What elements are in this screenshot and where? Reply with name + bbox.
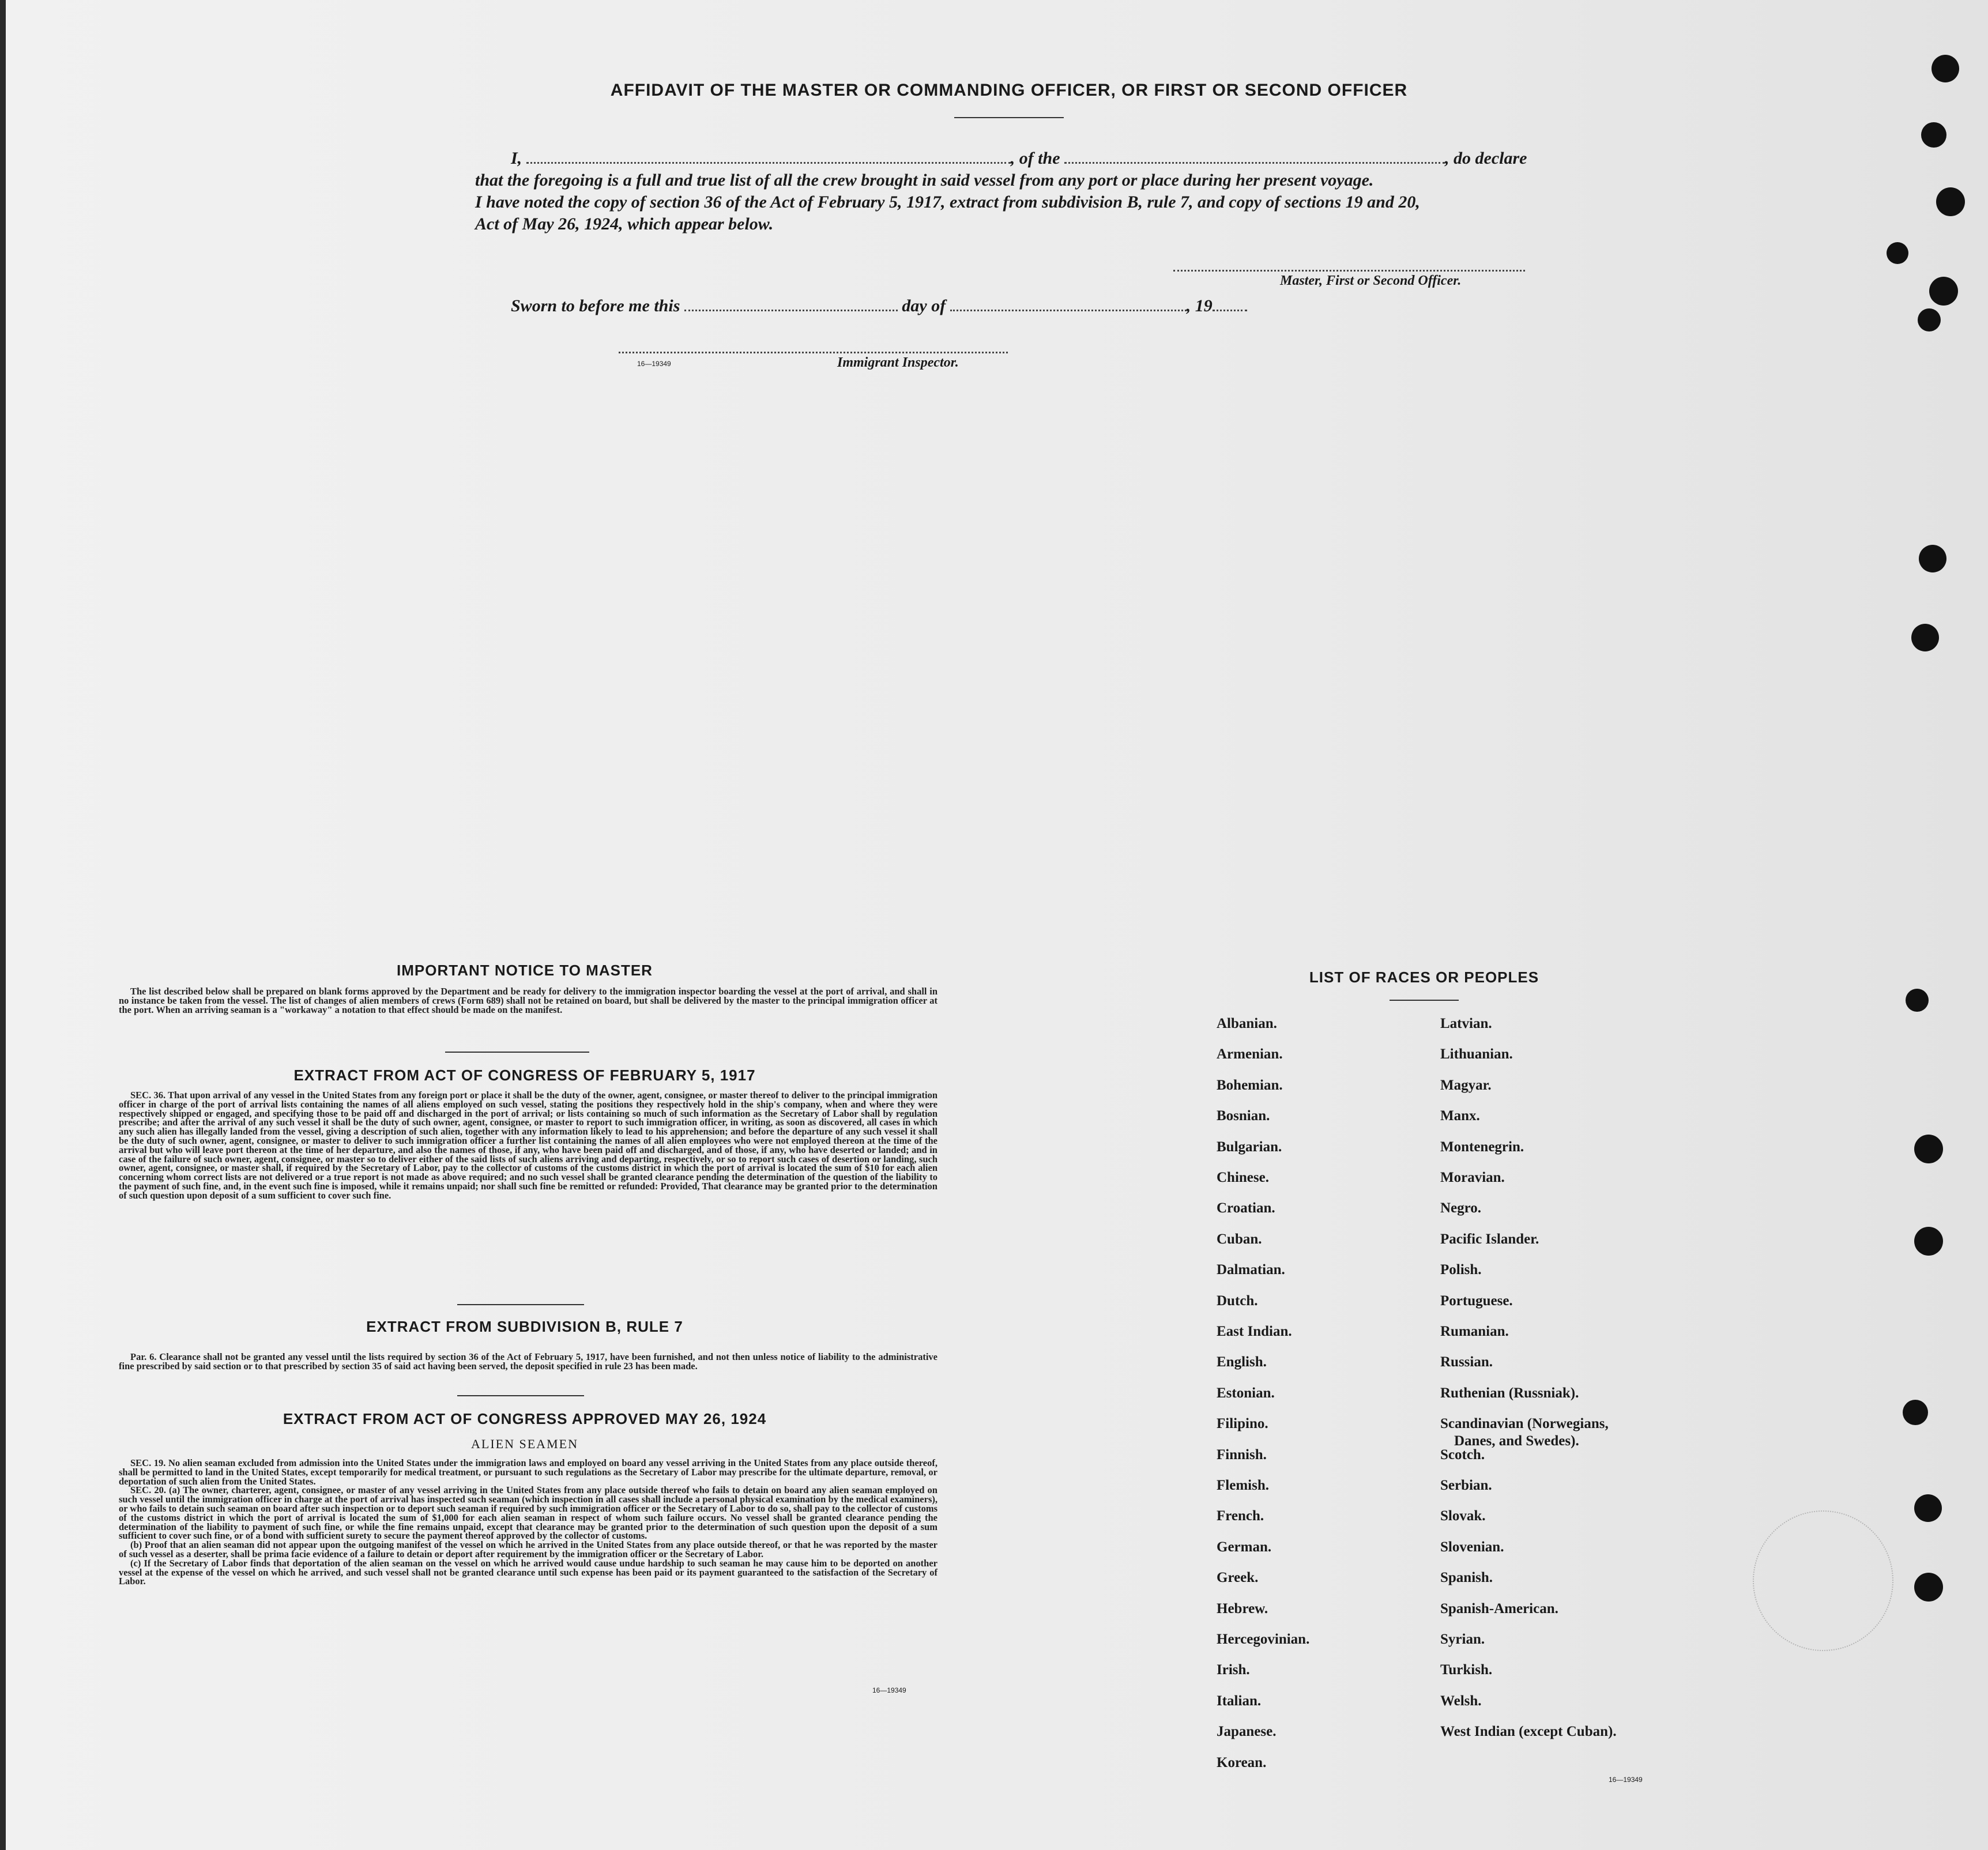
extract-1917-text	[119, 1091, 937, 1200]
faded-stamp	[1753, 1510, 1893, 1651]
extract-1917-rule	[457, 1304, 584, 1305]
vessel-field[interactable]	[1064, 149, 1445, 164]
race-right-item: Pacific Islander.	[1440, 1231, 1539, 1247]
affidavit-title: AFFIDAVIT OF THE MASTER OR COMMANDING OFFICER, OR FIRST OR SECOND OFFICER	[610, 81, 1408, 100]
binder-hole-10	[1914, 1135, 1943, 1163]
i-label: I,	[511, 149, 522, 168]
race-left-item: Bulgarian.	[1217, 1139, 1282, 1155]
binder-hole-1	[1931, 55, 1959, 82]
sec-20a-paragraph: SEC. 20. (a) The owner, charterer, agent, consignee, or master of any vessel arriving in the United States from any place outside thereof who fails to detain on board any alien seaman employed on such vessel until the immigration officer in charge at the port of arrival has inspected such seaman (which inspection in all cases shall include a personal physical examination by the medical examiners), or who fails to detain such seaman on board after such inspection or to deport such seaman if required by such immigration officer or the Secretary of Labor to do so, shall pay to the collector of customs of the customs district in which the port of arrival is located the sum of $1,000 for each alien seaman in respect of whom such failure occurs. No vessel shall be granted clearance pending the determination of the liability to payment of such fine, or while the fine remains unpaid, except that clearance may be granted prior to the determination of such question upon the deposit of a sum sufficient to cover such fine, or of a bond with sufficient surety to secure the payment thereof approved by the collector of customs.	[119, 1484, 937, 1542]
race-right-item: Serbian.	[1440, 1478, 1492, 1493]
binder-hole-13	[1914, 1494, 1942, 1522]
race-left-item: English.	[1217, 1354, 1267, 1370]
sworn-year-field[interactable]	[1213, 297, 1247, 311]
race-right-item: Slovak.	[1440, 1508, 1486, 1524]
race-left-item: Albanian.	[1217, 1016, 1277, 1031]
binder-hole-9	[1906, 989, 1929, 1012]
race-right-item: Moravian.	[1440, 1170, 1505, 1185]
race-right-item: Manx.	[1440, 1108, 1480, 1124]
race-left-item: Hercegovinian.	[1217, 1632, 1310, 1647]
race-left-item: Dalmatian.	[1217, 1262, 1285, 1278]
race-right-item: Danes, and Swedes).	[1454, 1433, 1579, 1449]
name-field[interactable]	[526, 149, 1011, 164]
declaration-line-1	[511, 149, 1527, 168]
race-right-item: Latvian.	[1440, 1016, 1492, 1031]
inspector-signature-field[interactable]	[619, 352, 1008, 353]
race-left-item: Chinese.	[1217, 1170, 1269, 1185]
race-right-item: Rumanian.	[1440, 1324, 1509, 1339]
extract-1924-text	[119, 1459, 937, 1586]
race-right-item: Portuguese.	[1440, 1293, 1513, 1309]
race-left-item: Japanese.	[1217, 1724, 1277, 1740]
declaration-line-3: I have noted the copy of section 36 of the Act of February 5, 1917, extract from subdivision B, rule 7, and copy of sections 19 and 20,	[475, 193, 1420, 212]
race-left-item: German.	[1217, 1539, 1272, 1555]
sworn-day-field[interactable]	[684, 297, 898, 311]
master-signature-label: Master, First or Second Officer.	[1280, 273, 1462, 288]
declaration-line-4: Act of May 26, 1924, which appear below.	[475, 214, 774, 233]
binder-hole-6	[1918, 308, 1941, 331]
do-declare-label: , do declare	[1445, 149, 1527, 168]
alien-seamen-subtitle: ALIEN SEAMEN	[471, 1437, 578, 1451]
binder-hole-14	[1914, 1573, 1943, 1602]
par-6-paragraph: Par. 6. Clearance shall not be granted any vessel until the lists required by section 36 of the Act of February 5, 1917, have been furnished, and not then unless notice of liability to the administrative fine prescribed by said section or to that prescribed by section 35 of said act having been served, the deposit specified in rule 23 has been made.	[119, 1351, 937, 1372]
race-right-item: Syrian.	[1440, 1632, 1485, 1647]
race-right-item: Polish.	[1440, 1262, 1482, 1278]
race-right-item: Slovenian.	[1440, 1539, 1504, 1555]
sworn-month-field[interactable]	[950, 297, 1187, 311]
race-right-item: Scandinavian (Norwegians,	[1440, 1416, 1609, 1432]
race-right-item: Ruthenian (Russniak).	[1440, 1385, 1579, 1401]
day-of-label: day of	[902, 296, 946, 315]
race-left-item: Flemish.	[1217, 1478, 1269, 1493]
notice-paragraph: The list described below shall be prepared on blank forms approved by the Department and be ready for delivery to the immigration inspector boarding the vessel at the port of arrival, and shall in no instance be taken from the vessel. The list of changes of alien members of crews (Form 689) shall not be retained on board, but shall be delivered by the master to the principal immigration officer at the port. When an arriving seaman is a "workaway" a notation to that effect should be made on the manifest.	[119, 986, 937, 1015]
races-title: LIST OF RACES OR PEOPLES	[1309, 969, 1539, 986]
race-right-item: Spanish-American.	[1440, 1600, 1558, 1617]
binder-hole-2	[1921, 122, 1946, 148]
extract-1917-title: EXTRACT FROM ACT OF CONGRESS OF FEBRUARY 5, 1917	[293, 1067, 756, 1084]
race-right-item: Scotch.	[1440, 1446, 1485, 1463]
title-rule	[954, 117, 1064, 118]
race-left-item: East Indian.	[1217, 1324, 1292, 1339]
form-number-races: 16—19349	[1609, 1776, 1643, 1784]
race-right-item: West Indian (except Cuban).	[1440, 1724, 1617, 1740]
race-left-item: French.	[1217, 1508, 1264, 1524]
rule7-text	[119, 1352, 937, 1371]
binder-hole-12	[1903, 1400, 1928, 1425]
declaration-line-2: that the foregoing is a full and true list of all the crew brought in said vessel from any port or place during her present voyage.	[475, 171, 1374, 190]
binder-hole-7	[1919, 545, 1946, 572]
race-right-item: Russian.	[1440, 1354, 1493, 1370]
race-right-item: Turkish.	[1440, 1662, 1493, 1678]
sworn-label: Sworn to before me this	[511, 296, 680, 315]
race-left-item: Italian.	[1217, 1693, 1262, 1709]
race-right-item: Lithuanian.	[1440, 1046, 1513, 1062]
sec-20b-paragraph: (b) Proof that an alien seaman did not appear upon the outgoing manifest of the vessel on which he arrived in the United States from any place outside thereof, or that he was reported by the master of such vessel as a deserter, shall be prima facie evidence of a failure to detain or deport after requirement by the immigration officer or the Secretary of Labor.	[119, 1539, 937, 1559]
races-rule	[1390, 1000, 1459, 1001]
notice-title: IMPORTANT NOTICE TO MASTER	[397, 962, 653, 979]
race-left-item: Estonian.	[1217, 1385, 1275, 1401]
master-signature-field[interactable]	[1173, 270, 1525, 272]
race-right-item: Welsh.	[1440, 1693, 1482, 1709]
race-left-item: Bosnian.	[1217, 1108, 1270, 1124]
notice-text	[119, 987, 937, 1014]
binder-hole-5	[1929, 277, 1958, 306]
year-label: , 19	[1186, 296, 1213, 315]
of-the-label: , of the	[1010, 149, 1060, 168]
sworn-line	[511, 296, 1247, 316]
race-left-item: Bohemian.	[1217, 1077, 1283, 1093]
extract-1924-title: EXTRACT FROM ACT OF CONGRESS APPROVED MAY 26, 1924	[283, 1410, 767, 1427]
sec-36-paragraph: SEC. 36. That upon arrival of any vessel in the United States from any foreign port or place it shall be the duty of the owner, agent, consignee, or master thereof to deliver to the principal immigration officer in charge of the port of arrival lists containing the names of all aliens employed on such vessel, stating the positions they respectively hold in the ship's company, when and where they were respectively shipped or engaged, and specifying those to be paid off and discharged in the port of arrival; or lists containing so much of such information as the Secretary of Labor shall by regulation prescribe; and after the arrival of any such vessel it shall be the duty of such owner, agent, consignee, or master to report to such immigration officer, in writing, as soon as discovered, all cases in which any such alien has illegally landed from the vessel, giving a description of such alien, together with any information likely to lead to his apprehension; and before the departure of any such vessel it shall be the duty of such owner, agent, consignee, or master to deliver to such immigration officer a further list containing the names of all alien employees who were not employed thereon at the time of the arrival but who will leave port thereon at the time of her departure, and also the names of those, if any, who have been paid off and discharged, and of those, if any, who have deserted or landed; and in case of the failure of such owner, agent, consignee, or master so to deliver either of the said lists of such aliens arriving and departing, respectively, or so to report such cases of desertion or landing, such owner, agent, consignee, or master shall, if required by the Secretary of Labor, pay to the collector of customs of the customs district in which the port of arrival is located the sum of $10 for each alien concerning whom correct lists are not delivered or a true report is not made as above required; and no such vessel shall be granted clearance pending the determination of the question of the liability to the payment of such fine, and, in the event such fine is imposed, while it remains unpaid; nor shall such fine be remitted or refunded: Provided, That clearance may be granted prior to the determination of such question upon deposit of a sum sufficient to cover such fine.	[119, 1090, 937, 1201]
race-left-item: Dutch.	[1217, 1293, 1258, 1309]
sec-19-paragraph: SEC. 19. No alien seaman excluded from admission into the United States under the immigration laws and employed on board any vessel arriving in the United States from any place outside thereof, shall be permitted to land in the United States, except temporarily for medical treatment, or pursuant to such regulations as the Secretary of Labor may prescribe for the ultimate departure, removal, or deportation of such alien from the United States.	[119, 1457, 937, 1487]
race-right-item: Spanish.	[1440, 1570, 1493, 1586]
form-number-notice: 16—19349	[872, 1686, 906, 1694]
race-right-item: Montenegrin.	[1440, 1139, 1524, 1155]
race-left-item: Finnish.	[1217, 1446, 1267, 1463]
binder-hole-11	[1914, 1227, 1943, 1256]
race-left-item: Cuban.	[1217, 1231, 1262, 1247]
binder-hole-8	[1911, 624, 1939, 651]
inspector-signature-label: Immigrant Inspector.	[837, 355, 959, 370]
race-right-item: Negro.	[1440, 1200, 1482, 1216]
race-left-item: Croatian.	[1217, 1200, 1275, 1216]
race-left-item: Greek.	[1217, 1570, 1259, 1586]
rule7-title: EXTRACT FROM SUBDIVISION B, RULE 7	[366, 1318, 683, 1335]
race-left-item: Armenian.	[1217, 1046, 1283, 1062]
race-left-item: Korean.	[1217, 1754, 1267, 1770]
binder-hole-3	[1936, 187, 1965, 216]
binder-hole-4	[1887, 242, 1908, 264]
form-number-top: 16—19349	[637, 360, 671, 368]
race-right-item: Magyar.	[1440, 1077, 1492, 1093]
rule7-rule	[457, 1395, 584, 1396]
notice-rule	[445, 1052, 589, 1053]
race-left-item: Hebrew.	[1217, 1600, 1268, 1617]
sec-20c-paragraph: (c) If the Secretary of Labor finds that deportation of the alien seaman on the vessel on which he arrived would cause undue hardship to such seaman he may cause him to be deported on another vessel at the expense of the vessel on which he arrived, and such vessel shall not be granted clearance until such expense has been paid or its payment guaranteed to the satisfaction of the Secretary of Labor.	[119, 1557, 937, 1587]
race-left-item: Irish.	[1217, 1662, 1250, 1678]
race-left-item: Filipino.	[1217, 1416, 1268, 1432]
